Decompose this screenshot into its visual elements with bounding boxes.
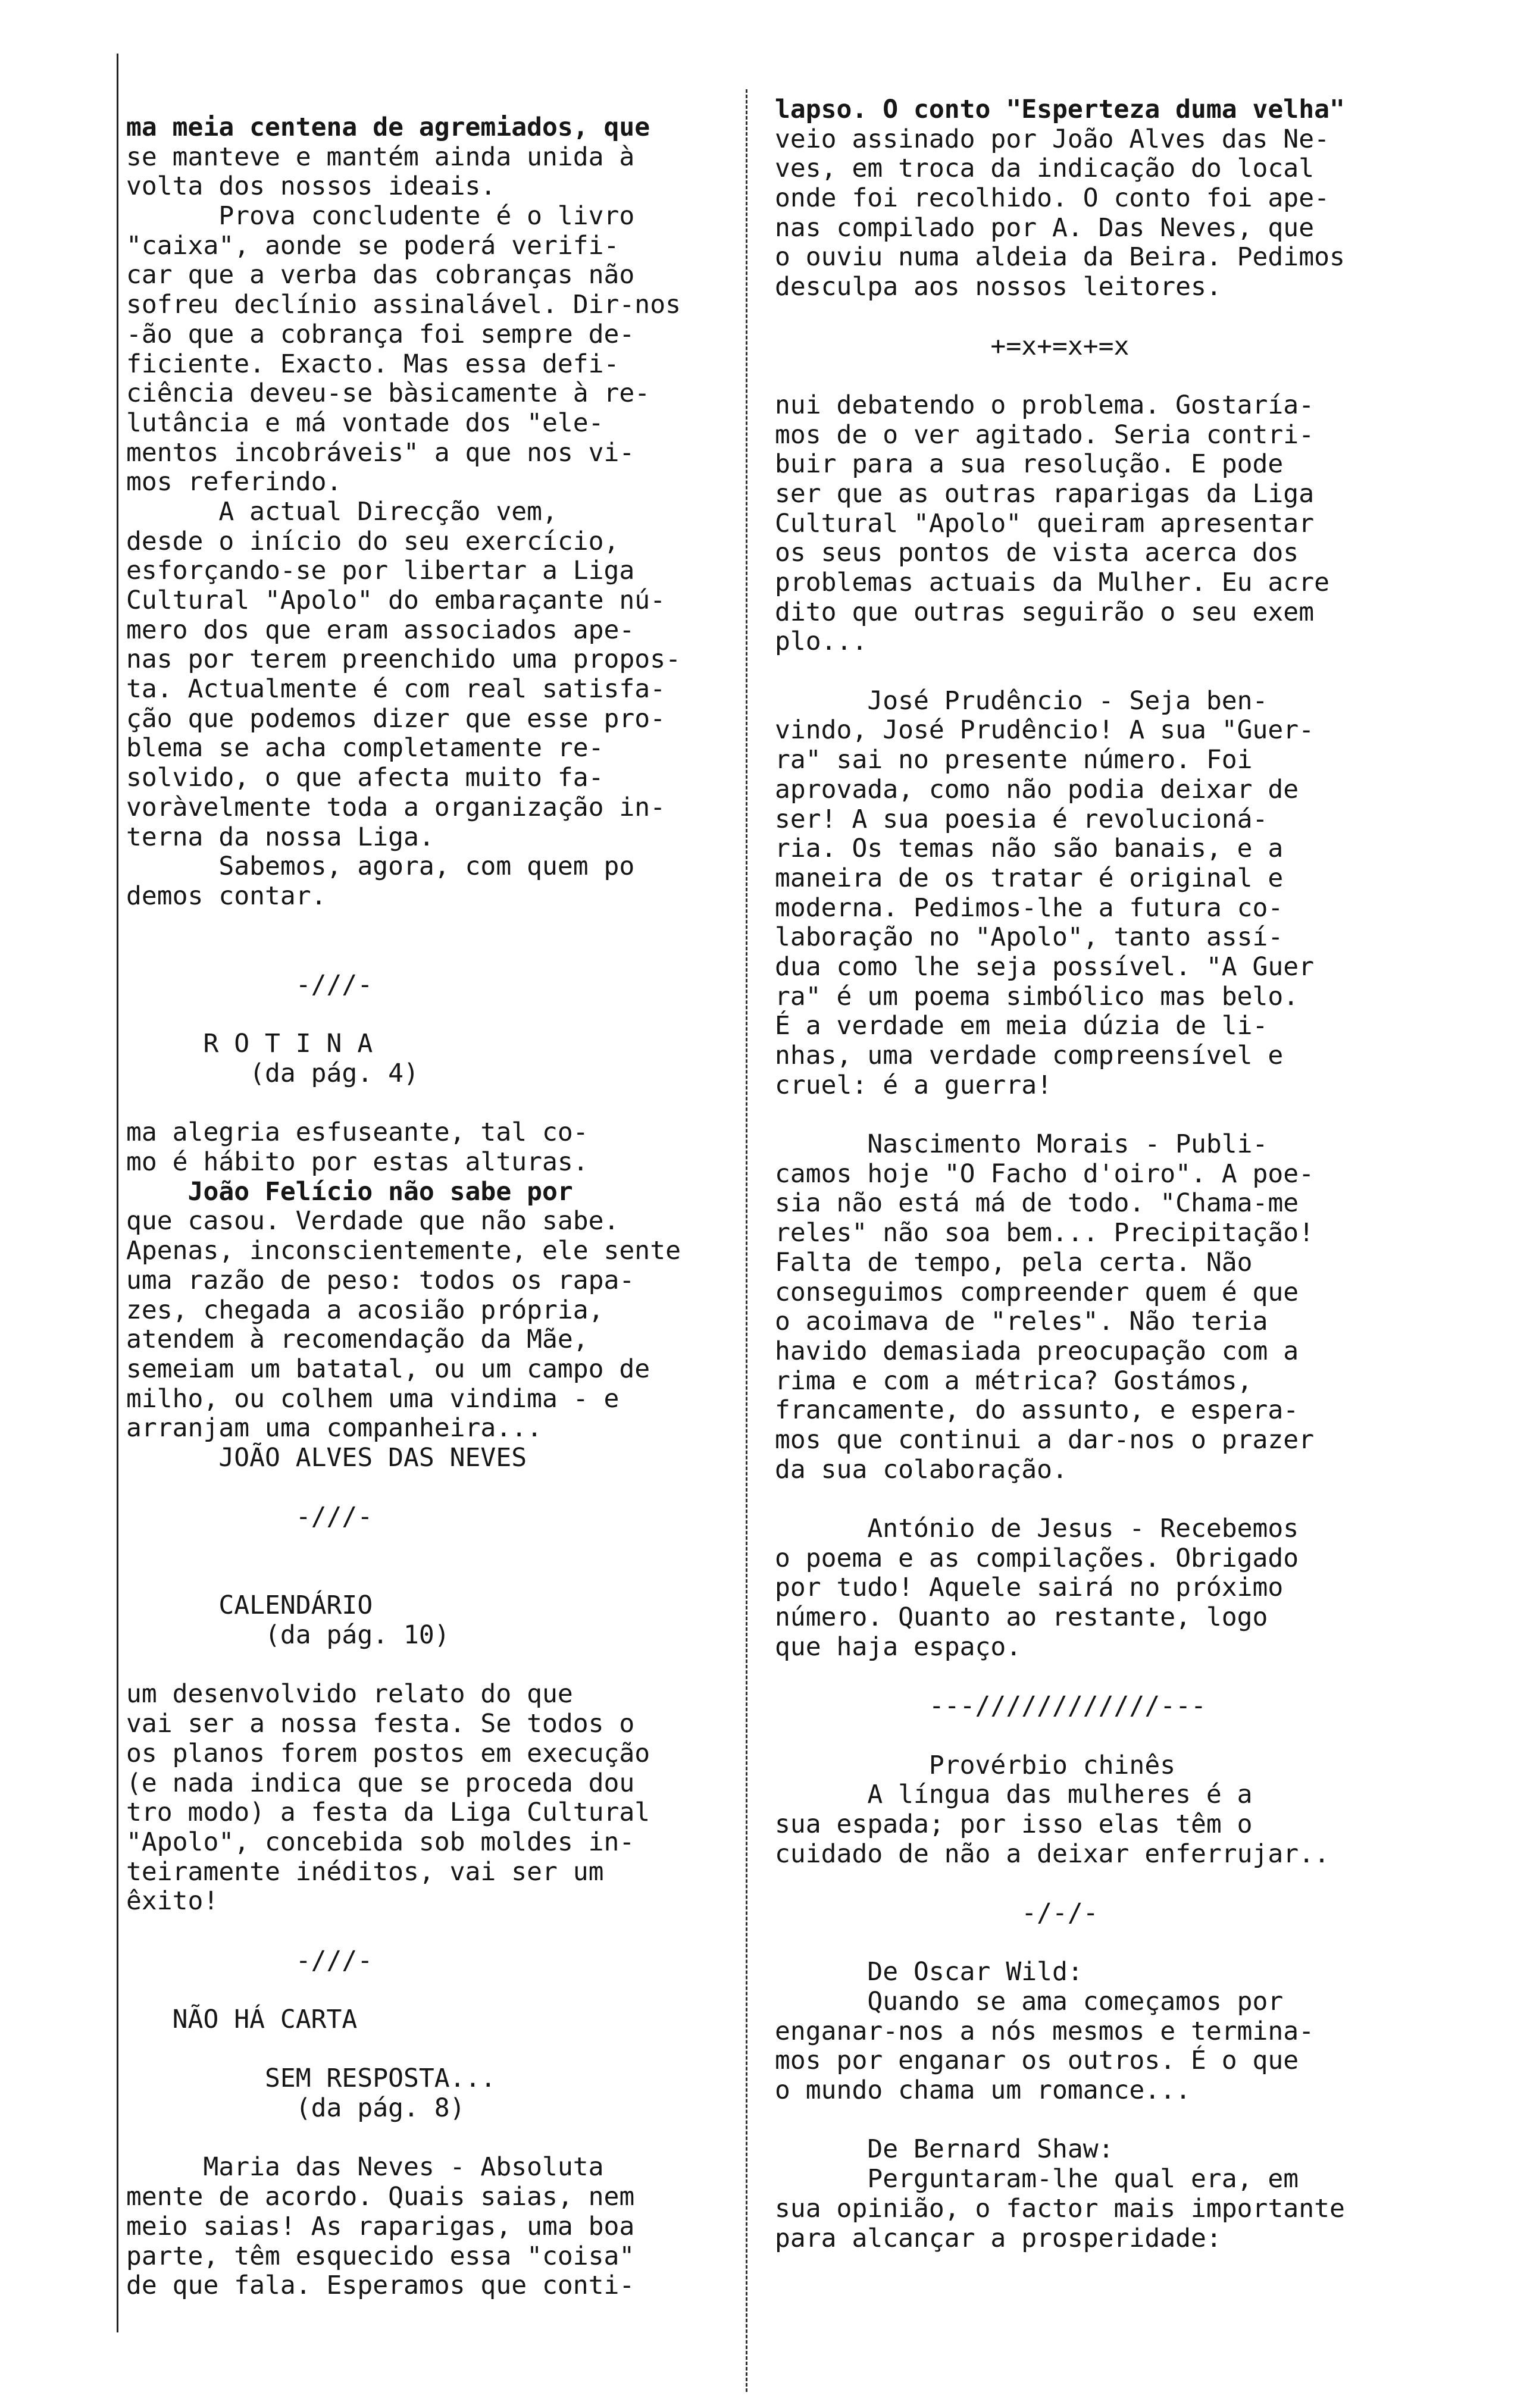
left-column-line: esforçando-se por libertar a Liga — [126, 556, 635, 586]
left-column-line: CALENDÁRIO — [126, 1590, 373, 1621]
left-column-line: se manteve e mantém ainda unida à — [126, 142, 635, 172]
left-column — [126, 113, 739, 2301]
left-column-line: mero dos que eram associados ape- — [126, 615, 635, 645]
right-column-line: mos por enganar os outros. É o que — [775, 2046, 1299, 2076]
right-column-line: ser! A sua poesia é revolucioná- — [775, 804, 1268, 834]
right-column-line: De Oscar Wild: — [775, 1957, 1083, 1987]
left-margin-rule — [117, 54, 118, 2332]
right-column-line: maneira de os tratar é original e — [775, 863, 1284, 893]
right-column-line: por tudo! Aquele sairá no próximo — [775, 1573, 1284, 1603]
right-column-line: desculpa aos nossos leitores. — [775, 272, 1222, 302]
right-column-line: o acoimava de "reles". Não teria — [775, 1307, 1268, 1337]
left-column-line: mos referindo. — [126, 467, 342, 497]
left-column-line: "Apolo", concebida sob moldes in- — [126, 1827, 635, 1857]
left-column-line — [126, 1651, 739, 1680]
left-column-line: -ão que a cobrança foi sempre de- — [126, 319, 635, 349]
left-column-line: que casou. Verdade que não sabe. — [126, 1206, 620, 1236]
left-column-line: mente de acordo. Quais saias, nem — [126, 2182, 635, 2212]
right-column-line: ra" é um poema simbólico mas belo. — [775, 981, 1299, 1012]
left-column-line: (e nada indica que se proceda dou — [126, 1768, 635, 1798]
left-column-line: Apenas, inconscientemente, ele sente — [126, 1236, 681, 1266]
right-column-line — [775, 302, 1495, 332]
column-divider — [746, 89, 747, 2392]
right-column-line: o ouviu numa aldeia da Beira. Pedimos — [775, 242, 1345, 273]
right-column-line — [775, 657, 1495, 687]
left-column-line — [126, 2035, 739, 2065]
left-column-line: mo é hábito por estas alturas. — [126, 1147, 589, 1178]
left-column-line: Cultural "Apolo" do embaraçante nú- — [126, 585, 666, 615]
left-column-line: João Felício não sabe por — [126, 1176, 573, 1207]
right-column-line: Nascimento Morais - Publi- — [775, 1129, 1268, 1160]
left-column-line: êxito! — [126, 1886, 219, 1917]
right-column-line: nas compilado por A. Das Neves, que — [775, 212, 1315, 243]
left-column-line: Maria das Neves - Absoluta — [126, 2152, 604, 2182]
left-column-line: voràvelmente toda a organização in- — [126, 792, 666, 822]
left-column-line: arranjam uma companheira... — [126, 1413, 542, 1443]
left-column-line: ção que podemos dizer que esse pro- — [126, 703, 666, 734]
right-column-line: -/-/- — [775, 1897, 1099, 1928]
right-column-line: conseguimos compreender quem é que — [775, 1277, 1299, 1307]
left-column-line: -///- — [126, 1502, 373, 1532]
left-column-line — [126, 912, 739, 941]
left-column-line: atendem à recomendação da Mãe, — [126, 1324, 589, 1355]
left-column-line: A actual Direcção vem, — [126, 496, 558, 527]
right-column-line: moderna. Pedimos-lhe a futura co- — [775, 893, 1284, 923]
right-column-line: mos que continui a dar-nos o prazer — [775, 1424, 1315, 1455]
right-column-line — [775, 361, 1495, 391]
left-column-line: ficiente. Exacto. Mas essa defi- — [126, 349, 620, 379]
right-column-line: Provérbio chinês — [775, 1750, 1176, 1780]
left-column-line: blema se acha completamente re- — [126, 733, 604, 763]
left-column-line: (da pág. 10) — [126, 1620, 450, 1651]
left-column-line: volta dos nossos ideais. — [126, 171, 496, 202]
right-column-line: lapso. O conto "Esperteza duma velha" — [775, 95, 1345, 124]
left-column-line: ma alegria esfuseante, tal co- — [126, 1117, 589, 1148]
right-column-line: nui debatendo o problema. Gostaría- — [775, 390, 1315, 420]
right-column-line: onde foi recolhido. O conto foi ape- — [775, 183, 1329, 214]
right-column-line: ser que as outras raparigas da Liga — [775, 478, 1315, 509]
right-column-line: Cultural "Apolo" queiram apresentar — [775, 508, 1315, 538]
right-column-line: vindo, José Prudêncio! A sua "Guer- — [775, 715, 1315, 746]
right-column-line: De Bernard Shaw: — [775, 2134, 1114, 2165]
right-column-line: Perguntaram-lhe qual era, em — [775, 2164, 1299, 2194]
left-column-line: de que fala. Esperamos que conti- — [126, 2271, 635, 2301]
left-column-line: Sabemos, agora, com quem po — [126, 851, 635, 882]
right-column-line — [775, 1928, 1495, 1958]
right-column-line: sia não está má de todo. "Chama-me — [775, 1188, 1299, 1219]
left-column-line: SEM RESPOSTA... — [126, 2063, 496, 2094]
right-column-line: o mundo chama um romance... — [775, 2075, 1191, 2106]
left-column-line: (da pág. 4) — [126, 1059, 419, 1088]
left-column-line: nas por terem preenchido uma propos- — [126, 644, 681, 675]
right-column-line: +=x+=x+=x — [775, 331, 1130, 361]
left-column-line — [126, 1975, 739, 2005]
left-column-line: zes, chegada a acosião própria, — [126, 1295, 604, 1325]
left-column-line — [126, 1562, 739, 1592]
right-column-line — [775, 1100, 1495, 1130]
left-column-line: um desenvolvido relato do que — [126, 1679, 573, 1709]
left-column-line: lutância e má vontade dos "ele- — [126, 408, 604, 438]
left-column-line: tro modo) a festa da Liga Cultural — [126, 1798, 650, 1828]
right-column-line: os seus pontos de vista acerca dos — [775, 538, 1299, 568]
right-column-line: Quando se ama começamos por — [775, 1987, 1284, 2016]
right-column-line: plo... — [775, 627, 868, 657]
right-column-line: José Prudêncio - Seja ben- — [775, 685, 1268, 716]
right-column-line: havido demasiada preocupação com a — [775, 1336, 1299, 1366]
right-column-line: É a verdade em meia dúzia de li- — [775, 1011, 1268, 1041]
right-column-line: ra" sai no presente número. Foi — [775, 745, 1253, 775]
left-column-line: milho, ou colhem uma vindima - e — [126, 1383, 620, 1414]
left-column-line: solvido, o que afecta muito fa- — [126, 763, 604, 793]
right-column-line: ves, em troca da indicação do local — [775, 154, 1315, 184]
left-column-line — [126, 1000, 739, 1030]
right-column-line: dua como lhe seja possível. "A Guer — [775, 951, 1315, 982]
right-column-line — [775, 1869, 1495, 1899]
right-column-line: Falta de tempo, pela certa. Não — [775, 1247, 1253, 1277]
left-column-line: sofreu declínio assinalável. Dir-nos — [126, 290, 681, 320]
left-column-line — [126, 2124, 739, 2153]
left-column-line: ta. Actualmente é com real satisfa- — [126, 674, 666, 704]
left-column-line: teiramente inéditos, vai ser um — [126, 1856, 604, 1887]
right-column-line: dito que outras seguirão o seu exem — [775, 597, 1315, 627]
right-column — [775, 95, 1495, 2253]
left-column-line: -///- — [126, 969, 373, 1000]
right-column-line: problemas actuais da Mulher. Eu acre — [775, 568, 1329, 597]
left-column-line: meio saias! As raparigas, uma boa — [126, 2211, 635, 2241]
right-column-line: reles" não soa bem... Precipitação! — [775, 1218, 1315, 1248]
right-column-line: buir para a sua resolução. E pode — [775, 449, 1284, 480]
left-column-line: desde o início do seu exercício, — [126, 526, 620, 556]
left-column-line: car que a verba das cobranças não — [126, 260, 635, 290]
left-column-line: ciência deveu-se bàsicamente à re- — [126, 378, 650, 409]
left-column-line: (da pág. 8) — [126, 2093, 465, 2124]
left-column-line: NÃO HÁ CARTA — [126, 2005, 358, 2034]
right-column-line: rima e com a métrica? Gostámos, — [775, 1366, 1253, 1396]
right-column-line: cruel: é a guerra! — [775, 1070, 1052, 1100]
left-column-line — [126, 941, 739, 970]
left-column-line: mentos incobráveis" a que nos vi- — [126, 437, 635, 468]
left-column-line: os planos forem postos em execução — [126, 1738, 650, 1768]
right-column-line: A língua das mulheres é a — [775, 1780, 1253, 1810]
left-column-line: ma meia centena de agremiados, que — [126, 112, 650, 142]
left-column-line: parte, têm esquecido essa "coisa" — [126, 2241, 635, 2271]
left-column-line: R O T I N A — [126, 1029, 373, 1059]
right-column-line: camos hoje "O Facho d'oiro". A poe- — [775, 1158, 1315, 1189]
right-column-line: francamente, do assunto, e espera- — [775, 1395, 1299, 1426]
right-column-line: que haja espaço. — [775, 1632, 1022, 1662]
left-column-line: semeiam um batatal, ou um campo de — [126, 1354, 650, 1384]
left-column-line — [126, 1473, 739, 1503]
left-column-line: JOÃO ALVES DAS NEVES — [126, 1442, 527, 1473]
left-column-line — [126, 1089, 739, 1119]
right-column-line: da sua colaboração. — [775, 1454, 1068, 1485]
left-column-line: uma razão de peso: todos os rapa- — [126, 1265, 635, 1295]
left-column-line: -///- — [126, 1945, 373, 1975]
left-column-line: terna da nossa Liga. — [126, 822, 434, 852]
right-column-line — [775, 2106, 1495, 2135]
right-column-line — [775, 1485, 1495, 1514]
right-column-line: nhas, uma verdade compreensível e — [775, 1041, 1284, 1070]
right-column-line — [775, 1662, 1495, 1692]
left-column-line — [126, 1917, 739, 1946]
right-column-line: sua espada; por isso elas têm o — [775, 1809, 1253, 1839]
right-column-line: ---////////////--- — [775, 1691, 1206, 1721]
left-column-line: vai ser a nossa festa. Se todos o — [126, 1709, 635, 1739]
left-column-line: Prova concludente é o livro — [126, 201, 635, 231]
right-column-line: para alcançar a prosperidade: — [775, 2223, 1222, 2253]
right-column-line: aprovada, como não podia deixar de — [775, 774, 1299, 804]
right-column-line — [775, 1721, 1495, 1751]
right-column-line: veio assinado por João Alves das Ne- — [775, 124, 1329, 154]
right-column-line: cuidado de não a deixar enferrujar.. — [775, 1839, 1329, 1869]
right-column-line: mos de o ver agitado. Seria contri- — [775, 419, 1315, 450]
left-column-line: demos contar. — [126, 881, 327, 911]
right-column-line: ria. Os temas não são banais, e a — [775, 834, 1284, 864]
right-column-line: laboração no "Apolo", tanto assí- — [775, 922, 1284, 953]
right-column-line: enganar-nos a nós mesmos e termina- — [775, 2016, 1315, 2046]
right-column-line: sua opinião, o factor mais importante — [775, 2193, 1345, 2224]
left-column-line: "caixa", aonde se poderá verifi- — [126, 230, 620, 261]
right-column-line: António de Jesus - Recebemos — [775, 1514, 1299, 1543]
right-column-line: o poema e as compilações. Obrigado — [775, 1543, 1299, 1573]
right-column-line: número. Quanto ao restante, logo — [775, 1602, 1268, 1633]
left-column-line — [126, 1532, 739, 1562]
